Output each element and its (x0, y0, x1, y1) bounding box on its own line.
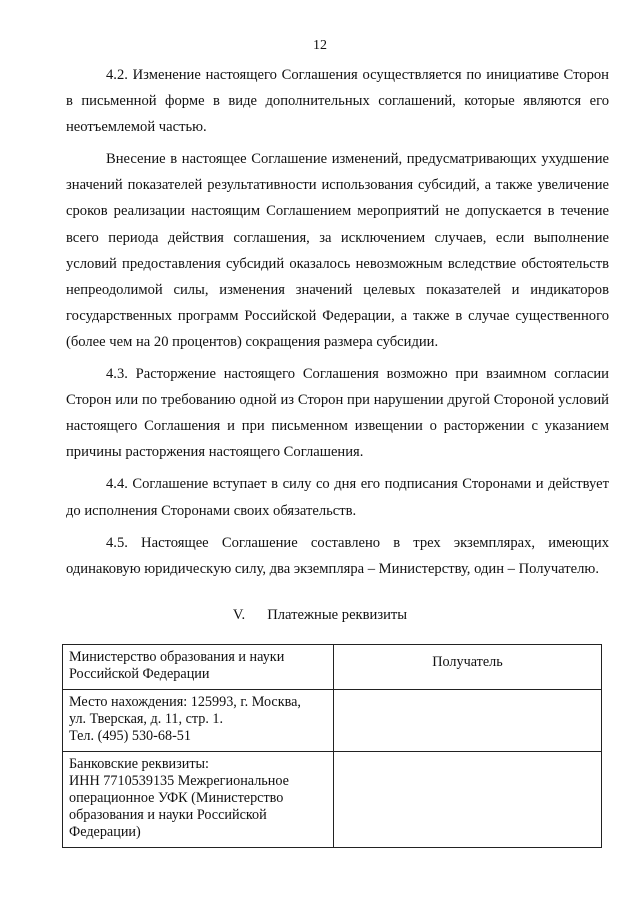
recipient-bank-cell (334, 752, 602, 848)
bank-line: ИНН 7710539135 Межрегиональное (69, 773, 289, 789)
paragraph-4-3: 4.3. Расторжение настоящего Соглашения возможно при взаимном согласии Сторон или по требованию одной из Сторон при нарушении другой Стороной условий настоящего Соглашения и при письменном извещении о расторжении с указанием причины расторжения настоящего Соглашения. (66, 366, 609, 461)
paragraph-amendments: Внесение в настоящее Соглашение изменений, предусматривающих ухудшение значений показателей результативности использования субсидий, а также увеличение сроков реализации настоящим Соглашением мероприятий не допускается в течение всего периода действия соглашения, за исключением случаев, если выполнение условий предоставления субсидий оказалось невозможным вследствие обстоятельств непреодолимой силы, изменения значений целевых показателей и индикаторов государственных программ Российской Федерации, а также в случае существенного (более чем на 20 процентов) сокращения размера субсидии. (66, 151, 609, 350)
address-line: ул. Тверская, д. 11, стр. 1. (69, 711, 224, 727)
bank-line: образования и науки Российской (69, 807, 267, 823)
address-line: Место нахождения: 125993, г. Москва, (69, 694, 301, 710)
recipient-header-cell: Получатель (334, 645, 602, 690)
bank-line: операционное УФК (Министерство (69, 790, 284, 806)
table-row (63, 645, 602, 690)
paragraph-4-5: 4.5. Настоящее Соглашение составлено в трех экземплярах, имеющих одинаковую юридическую силу, два экземпляра – Министерству, один – Получателю. (66, 534, 609, 577)
table-row (63, 690, 602, 752)
phone-line: Тел. (495) 530-68-51 (69, 728, 191, 744)
paragraph-4-4: 4.4. Соглашение вступает в силу со дня его подписания Сторонами и действует до исполнения Сторонами своих обязательств. (66, 476, 609, 519)
payment-details-table (62, 644, 602, 848)
bank-details-cell (63, 752, 334, 848)
table-row (63, 752, 602, 848)
page-number: 12 (313, 38, 327, 53)
address-cell (63, 690, 334, 752)
section-title: Платежные реквизиты (267, 607, 408, 623)
paragraph-4-2: 4.2. Изменение настоящего Соглашения осуществляется по инициативе Сторон в письменной форме в виде дополнительных соглашений, которые являются его неотъемлемой частью. (66, 67, 609, 136)
section-heading (0, 607, 640, 624)
agreement-text (66, 62, 609, 588)
section-number: V. (232, 607, 246, 623)
bank-line: Федерации) (69, 824, 141, 840)
ministry-name-cell: Министерство образования и науки Российской Федерации (63, 645, 334, 690)
bank-line: Банковские реквизиты: (69, 756, 209, 772)
recipient-address-cell (334, 690, 602, 752)
